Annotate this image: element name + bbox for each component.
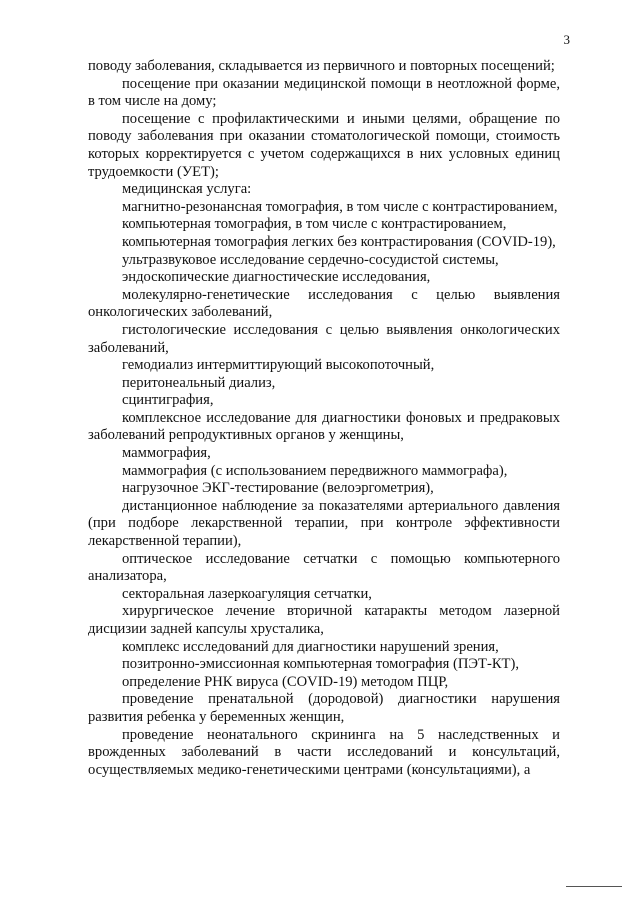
paragraph: молекулярно-генетические исследования с целью выявления онкологических заболеваний, (88, 286, 560, 321)
paragraph: эндоскопические диагностические исследования, (122, 269, 431, 286)
paragraph: проведение пренатальной (дородовой) диагностики нарушения развития ребенка у беременных женщин, (88, 691, 560, 725)
paragraph: гемодиализ интермиттирующий высокопоточный, (122, 357, 435, 374)
page-number: 3 (563, 32, 570, 47)
paragraph: медицинская услуга: (122, 181, 252, 198)
paragraph: компьютерная томография, в том числе с контрастированием, (122, 216, 507, 233)
paragraph: компьютерная томография легких без контрастирования (COVID-19), (122, 233, 556, 250)
paragraph: позитронно-эмиссионная компьютерная томография (ПЭТ-КТ), (122, 656, 519, 673)
paragraph: перитонеальный диализ, (122, 374, 276, 391)
paragraph: нагрузочное ЭКГ-тестирование (велоэргометрия), (122, 480, 434, 497)
paragraph: комплексное исследование для диагностики фоновых и предраковых заболеваний репродуктивных органов у женщины, (88, 409, 560, 444)
document-body (88, 58, 560, 779)
paragraph: поводу заболевания, складывается из первичного и повторных посещений; (88, 58, 555, 74)
paragraph: посещение с профилактическими и иными целями, обращение по поводу заболевания при оказании стоматологической помощи, стоимость которых корректируется с учетом содержащихся в них условных единиц трудоемкости (УЕТ); (88, 110, 560, 180)
paragraph: маммография (с использованием передвижного маммографа), (122, 462, 508, 479)
footer-divider (566, 886, 622, 887)
paragraph: ультразвуковое исследование сердечно-сосудистой системы, (122, 251, 499, 268)
paragraph: посещение при оказании медицинской помощи в неотложной форме, в том числе на дому; (88, 75, 560, 110)
paragraph: оптическое исследование сетчатки с помощью компьютерного анализатора, (88, 550, 560, 585)
paragraph: маммография, (122, 445, 211, 462)
paragraph: хирургическое лечение вторичной катаракты методом лазерной дисцизии задней капсулы хрусталика, (88, 603, 560, 637)
paragraph: секторальная лазеркоагуляция сетчатки, (122, 585, 372, 602)
paragraph: определение РНК вируса (COVID-19) методом ПЦР, (122, 673, 449, 690)
paragraph: магнитно-резонансная томография, в том числе с контрастированием, (122, 198, 558, 215)
paragraph: гистологические исследования с целью выявления онкологических заболеваний, (88, 321, 560, 356)
paragraph: проведение неонатального скрининга на 5 наследственных и врожденных заболеваний в части исследований и консультаций, осуществляемых медико-генетическими центрами (консультациями), а (88, 726, 560, 778)
paragraph: дистанционное наблюдение за показателями артериального давления (при подборе лекарственной терапии, при контроле эффективности лекарственной терапии), (88, 497, 560, 550)
paragraph: сцинтиграфия, (122, 392, 214, 409)
paragraph: комплекс исследований для диагностики нарушений зрения, (122, 638, 499, 655)
